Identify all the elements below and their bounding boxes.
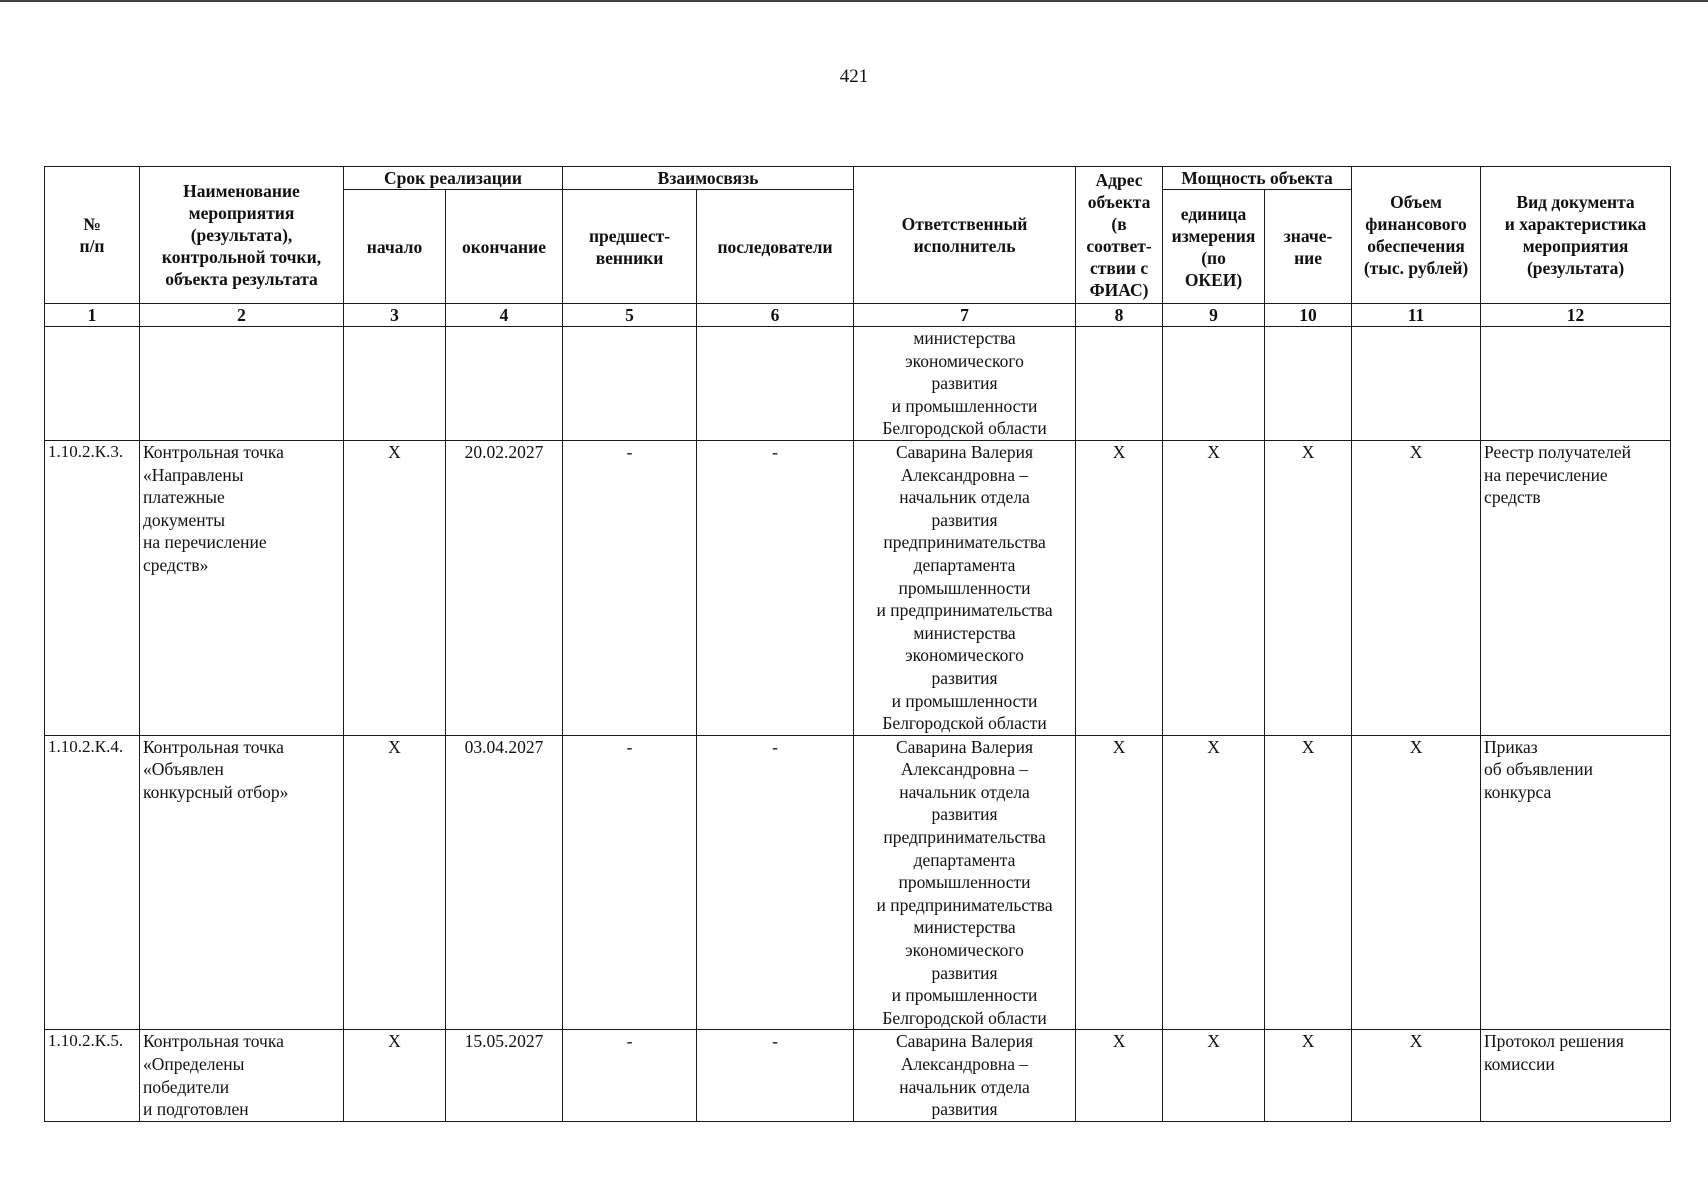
cell-unit: X (1163, 735, 1265, 1030)
cell-successors: - (697, 735, 854, 1030)
column-number: 11 (1352, 304, 1481, 327)
cell-doc-type: Протокол решения комиссии (1481, 1030, 1671, 1121)
cell-value: X (1265, 440, 1352, 735)
cell-code: 1.10.2.К.4. (45, 735, 140, 1030)
cell-empty (1163, 327, 1265, 441)
header-successors: последователи (697, 190, 854, 304)
cell-empty (697, 327, 854, 441)
plan-table (44, 166, 1671, 1122)
cell-predecessors: - (563, 440, 697, 735)
header-term: Срок реализации (344, 167, 563, 190)
cell-responsible: министерства экономического развития и промышленности Белгородской области (854, 327, 1076, 441)
table-row-continuation (45, 327, 1671, 441)
cell-successors: - (697, 440, 854, 735)
cell-empty (140, 327, 344, 441)
cell-empty (1481, 327, 1671, 441)
cell-empty (1265, 327, 1352, 441)
scan-edge-line (0, 0, 1708, 2)
cell-successors: - (697, 1030, 854, 1121)
column-number: 4 (446, 304, 563, 327)
cell-predecessors: - (563, 735, 697, 1030)
page-number: 421 (839, 66, 869, 87)
cell-unit: X (1163, 440, 1265, 735)
column-number: 8 (1076, 304, 1163, 327)
column-number: 3 (344, 304, 446, 327)
column-number: 12 (1481, 304, 1671, 327)
cell-empty (344, 327, 446, 441)
header-address: Адрес объекта (в соответ- ствии с ФИАС) (1076, 167, 1163, 304)
table-row (45, 1030, 1671, 1121)
header-responsible: Ответственный исполнитель (854, 167, 1076, 304)
header-end: окончание (446, 190, 563, 304)
cell-funding: X (1352, 1030, 1481, 1121)
cell-responsible: Саварина Валерия Александровна – начальник отдела развития предпринимательства департамента промышленности и предпринимательства министерства экономического развития и промышленности Белгородской области (854, 735, 1076, 1030)
cell-doc-type: Приказ об объявлении конкурса (1481, 735, 1671, 1030)
cell-end: 20.02.2027 (446, 440, 563, 735)
cell-end: 15.05.2027 (446, 1030, 563, 1121)
header-funding: Объем финансового обеспечения (тыс. рублей) (1352, 167, 1481, 304)
cell-start: X (344, 735, 446, 1030)
cell-responsible: Саварина Валерия Александровна – начальник отдела развития предпринимательства департамента промышленности и предпринимательства министерства экономического развития и промышленности Белгородской области (854, 440, 1076, 735)
cell-address: X (1076, 1030, 1163, 1121)
cell-doc-type: Реестр получателей на перечисление средств (1481, 440, 1671, 735)
cell-end: 03.04.2027 (446, 735, 563, 1030)
header-start: начало (344, 190, 446, 304)
cell-code: 1.10.2.К.5. (45, 1030, 140, 1121)
cell-name: Контрольная точка «Определены победители и подготовлен (140, 1030, 344, 1121)
column-number: 9 (1163, 304, 1265, 327)
column-number: 7 (854, 304, 1076, 327)
cell-empty (446, 327, 563, 441)
cell-empty (563, 327, 697, 441)
column-number: 2 (140, 304, 344, 327)
column-number: 6 (697, 304, 854, 327)
header-relation: Взаимосвязь (563, 167, 854, 190)
column-number: 5 (563, 304, 697, 327)
cell-address: X (1076, 735, 1163, 1030)
cell-empty (1352, 327, 1481, 441)
cell-funding: X (1352, 735, 1481, 1030)
cell-address: X (1076, 440, 1163, 735)
column-number: 10 (1265, 304, 1352, 327)
header-name: Наименование мероприятия (результата), контрольной точки, объекта результата (140, 167, 344, 304)
cell-name: Контрольная точка «Объявлен конкурсный отбор» (140, 735, 344, 1030)
cell-code: 1.10.2.К.3. (45, 440, 140, 735)
table-row (45, 735, 1671, 1030)
header-unit: единица измерения (по ОКЕИ) (1163, 190, 1265, 304)
cell-predecessors: - (563, 1030, 697, 1121)
cell-name: Контрольная точка «Направлены платежные документы на перечисление средств» (140, 440, 344, 735)
table-row (45, 440, 1671, 735)
cell-value: X (1265, 735, 1352, 1030)
cell-value: X (1265, 1030, 1352, 1121)
cell-start: X (344, 440, 446, 735)
cell-empty (1076, 327, 1163, 441)
cell-unit: X (1163, 1030, 1265, 1121)
cell-funding: X (1352, 440, 1481, 735)
header-predecessors: предшест- венники (563, 190, 697, 304)
header-value: значе- ние (1265, 190, 1352, 304)
cell-start: X (344, 1030, 446, 1121)
cell-empty (45, 327, 140, 441)
column-number: 1 (45, 304, 140, 327)
header-capacity: Мощность объекта (1163, 167, 1352, 190)
cell-responsible: Саварина Валерия Александровна – начальник отдела развития (854, 1030, 1076, 1121)
header-num: № п/п (45, 167, 140, 304)
header-doc-type: Вид документа и характеристика мероприятия (результата) (1481, 167, 1671, 304)
